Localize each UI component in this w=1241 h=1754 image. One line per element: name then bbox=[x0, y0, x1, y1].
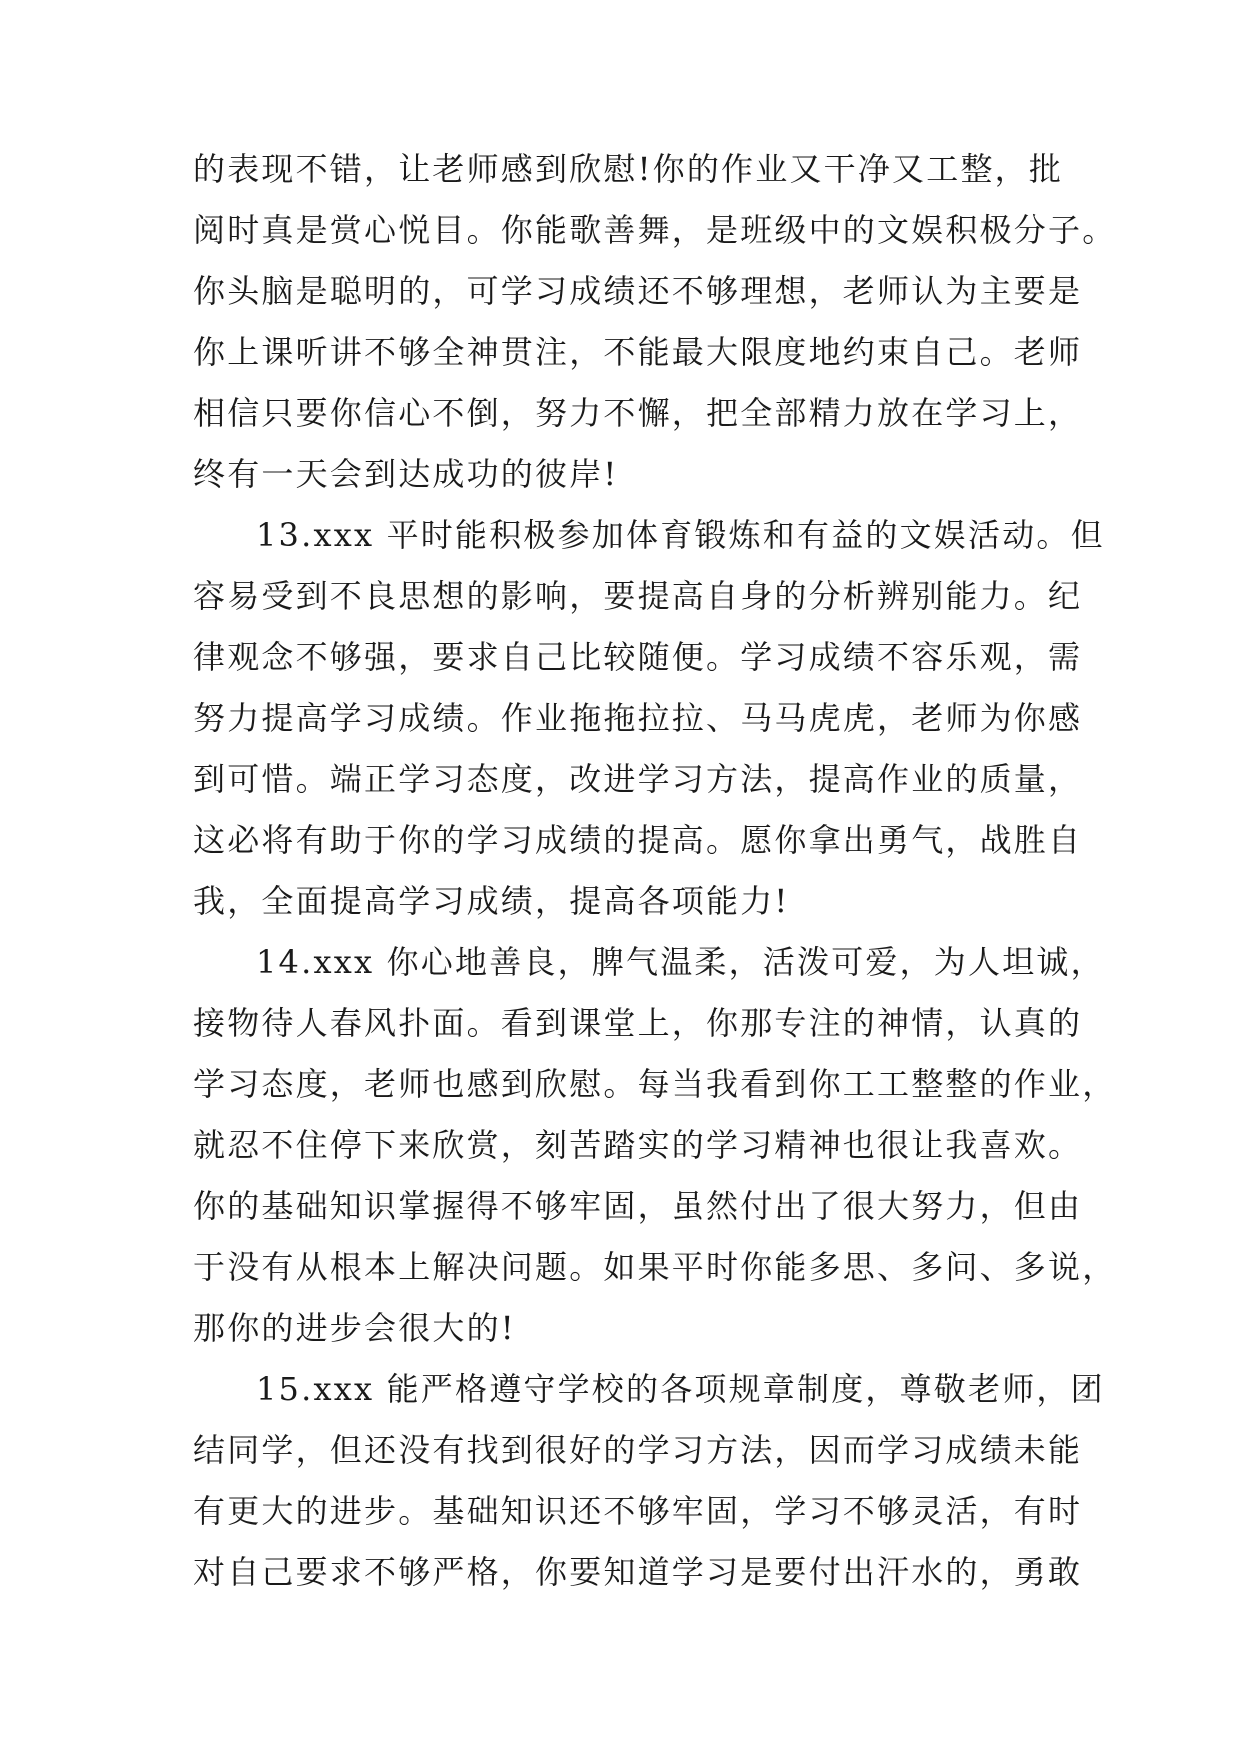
text-line: 相信只要你信心不倒，努力不懈，把全部精力放在学习上， bbox=[193, 394, 1083, 432]
text-line: 你上课听讲不够全神贯注，不能最大限度地约束自己。老师 bbox=[193, 333, 1083, 371]
text-line: 你的基础知识掌握得不够牢固，虽然付出了很大努力，但由 bbox=[193, 1187, 1083, 1225]
text-line: 于没有从根本上解决问题。如果平时你能多思、多问、多说， bbox=[193, 1248, 1117, 1286]
text-line: 努力提高学习成绩。作业拖拖拉拉、马马虎虎，老师为你感 bbox=[193, 699, 1083, 737]
text-line: 那你的进步会很大的! bbox=[193, 1309, 516, 1347]
text-line: 学习态度，老师也感到欣慰。每当我看到你工工整整的作业， bbox=[193, 1065, 1117, 1103]
text-line: 这必将有助于你的学习成绩的提高。愿你拿出勇气，战胜自 bbox=[193, 821, 1083, 859]
text-line: 对自己要求不够严格，你要知道学习是要付出汗水的，勇敢 bbox=[193, 1553, 1083, 1591]
paragraph-13-start: 13.xxx 平时能积极参加体育锻炼和有益的文娱活动。但 bbox=[256, 516, 1105, 554]
text-line: 终有一天会到达成功的彼岸! bbox=[193, 455, 619, 493]
paragraph-15-start: 15.xxx 能严格遵守学校的各项规章制度，尊敬老师，团 bbox=[256, 1370, 1105, 1408]
text-line: 就忍不住停下来欣赏，刻苦踏实的学习精神也很让我喜欢。 bbox=[193, 1126, 1083, 1164]
text-line: 你头脑是聪明的，可学习成绩还不够理想，老师认为主要是 bbox=[193, 272, 1083, 310]
text-line: 阅时真是赏心悦目。你能歌善舞，是班级中的文娱积极分子。 bbox=[193, 211, 1117, 249]
text-line: 有更大的进步。基础知识还不够牢固，学习不够灵活，有时 bbox=[193, 1492, 1083, 1530]
text-line: 的表现不错，让老师感到欣慰!你的作业又干净又工整，批 bbox=[193, 150, 1064, 188]
text-line: 律观念不够强，要求自己比较随便。学习成绩不容乐观，需 bbox=[193, 638, 1083, 676]
text-line: 接物待人春风扑面。看到课堂上，你那专注的神情，认真的 bbox=[193, 1004, 1083, 1042]
text-line: 我，全面提高学习成绩，提高各项能力! bbox=[193, 882, 790, 920]
text-line: 容易受到不良思想的影响，要提高自身的分析辨别能力。纪 bbox=[193, 577, 1083, 615]
text-line: 到可惜。端正学习态度，改进学习方法，提高作业的质量， bbox=[193, 760, 1083, 798]
paragraph-14-start: 14.xxx 你心地善良，脾气温柔，活泼可爱，为人坦诚， bbox=[256, 943, 1105, 981]
text-line: 结同学，但还没有找到很好的学习方法，因而学习成绩未能 bbox=[193, 1431, 1083, 1469]
